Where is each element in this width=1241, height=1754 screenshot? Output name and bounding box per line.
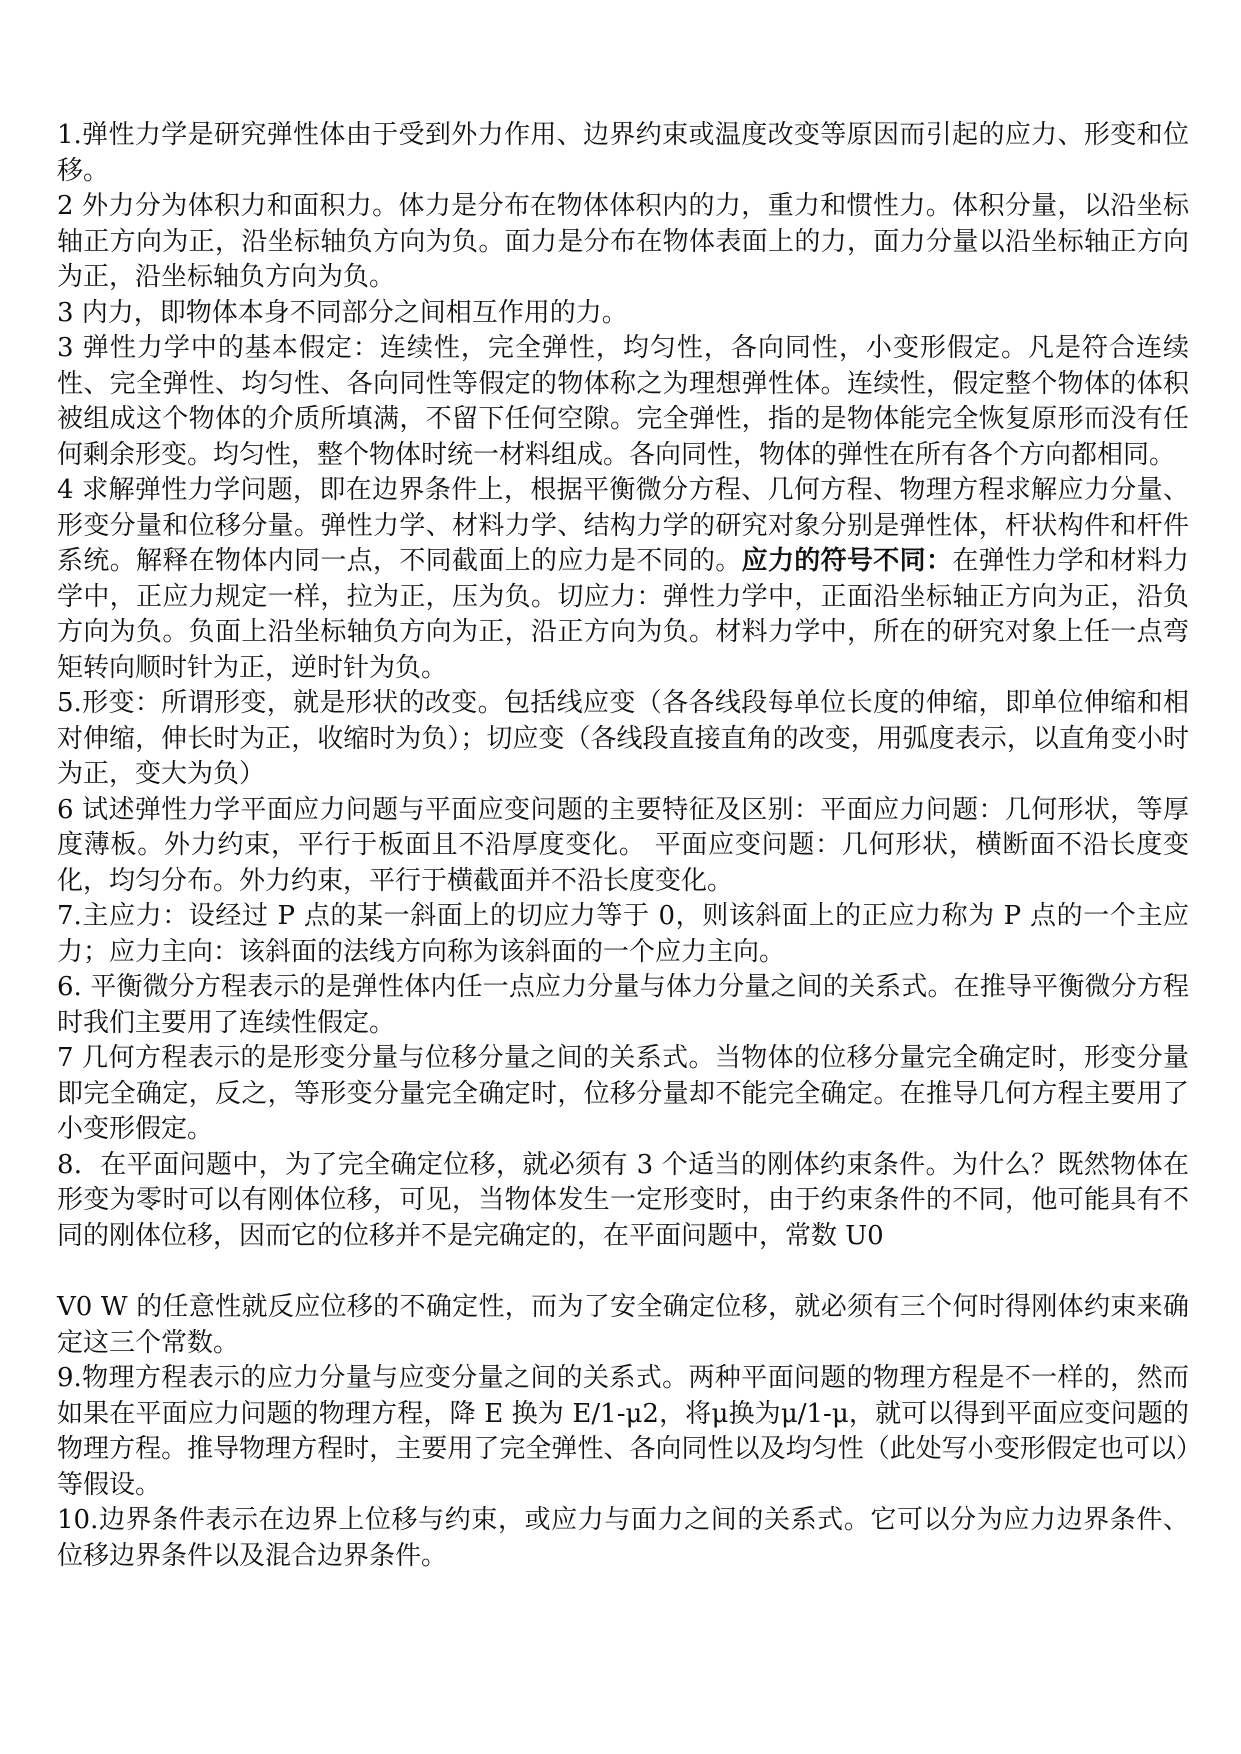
paragraph-3: 3 内力，即物体本身不同部分之间相互作用的力。: [57, 297, 628, 328]
paragraph-5-before: 4 求解弹性力学问题，即在边界条件上，根据平衡微分方程、几何方程、物理方程求解应力分量、形变分量和位移分量。弹性力学、材料力学、结构力学的研究对象分别是弹性体，杆状构件和杆件系统。解释在物体内同一点，不同截面上的应力是不同的。: [57, 475, 1189, 576]
paragraph-13: 9.物理方程表示的应力分量与应变分量之间的关系式。两种平面问题的物理方程是不一样的，然而如果在平面应力问题的物理方程，降 E 换为 E/1-μ2，将μ换为μ/1-μ，就可以得到平面应变问题的物理方程。推导物理方程时，主要用了完全弹性、各向同性以及均匀性（此处写小变形假定也可以）等假设。: [57, 1363, 1189, 1500]
paragraph-2: 2 外力分为体积力和面积力。体力是分布在物体体积内的力，重力和惯性力。体积分量，以沿坐标轴正方向为正，沿坐标轴负方向为负。面力是分布在物体表面上的力，面力分量以沿坐标轴正方向为正，沿坐标轴负方向为负。: [57, 191, 1189, 292]
paragraph-9: 6. 平衡微分方程表示的是弹性体内任一点应力分量与体力分量之间的关系式。在推导平衡微分方程时我们主要用了连续性假定。: [57, 972, 1189, 1038]
paragraph-8: 7.主应力：设经过 P 点的某一斜面上的切应力等于 0，则该斜面上的正应力称为 P 点的一个主应力；应力主向：该斜面的法线方向称为该斜面的一个应力主向。: [57, 901, 1189, 967]
paragraph-7: 6 试述弹性力学平面应力问题与平面应变问题的主要特征及区别：平面应力问题：几何形状，等厚度薄板。外力约束，平行于板面且不沿厚度变化。 平面应变问题：几何形状，横断面不沿长度变化，均匀分布。外力约束，平行于横截面并不沿长度变化。: [57, 794, 1189, 896]
paragraph-6: 5.形变：所谓形变，就是形状的改变。包括线应变（各各线段每单位长度的伸缩，即单位伸缩和相对伸缩，伸长时为正，收缩时为负）；切应变（各线段直接直角的改变，用弧度表示，以直角变小时为正，变大为负）: [57, 688, 1189, 789]
paragraph-5-after: 在弹性力学和材料力学中，正应力规定一样，拉为正，压为负。切应力：弹性力学中，正面沿坐标轴正方向为正，沿负方向为负。负面上沿坐标轴负方向为正，沿正方向为负。材料力学中，所在的研究对象上任一点弯矩转向顺时针为正，逆时针为负。: [57, 546, 1189, 683]
paragraph-gap: [57, 1254, 1189, 1290]
paragraph-11: 8．在平面问题中，为了完全确定位移，就必须有 3 个适当的刚体约束条件。为什么？既然物体在形变为零时可以有刚体位移，可见，当物体发生一定形变时，由于约束条件的不同，他可能具有不同的刚体位移，因而它的位移并不是完确定的，在平面问题中，常数 U0: [57, 1149, 1189, 1251]
paragraph-14: 10.边界条件表示在边界上位移与约束，或应力与面力之间的关系式。它可以分为应力边界条件、位移边界条件以及混合边界条件。: [57, 1505, 1189, 1571]
document-page: [57, 118, 1189, 1574]
paragraph-1: 1.弹性力学是研究弹性体由于受到外力作用、边界约束或温度改变等原因而引起的应力、形变和位移。: [57, 120, 1189, 186]
paragraph-5: [57, 473, 1189, 686]
paragraph-4: 3 弹性力学中的基本假定：连续性，完全弹性，均匀性，各向同性，小变形假定。凡是符合连续性、完全弹性、均匀性、各向同性等假定的物体称之为理想弹性体。连续性，假定整个物体的体积被组成这个物体的介质所填满，不留下任何空隙。完全弹性，指的是物体能完全恢复原形而没有任何剩余形变。均匀性，整个物体时统一材料组成。各向同性，物体的弹性在所有各个方向都相同。: [57, 333, 1189, 470]
paragraph-10: 7 几何方程表示的是形变分量与位移分量之间的关系式。当物体的位移分量完全确定时，形变分量即完全确定，反之，等形变分量完全确定时，位移分量却不能完全确定。在推导几何方程主要用了小变形假定。: [57, 1043, 1189, 1144]
paragraph-12: V0 W 的任意性就反应位移的不确定性，而为了安全确定位移，就必须有三个何时得刚体约束来确定这三个常数。: [57, 1292, 1189, 1358]
paragraph-5-bold: 应力的符号不同：: [741, 546, 953, 576]
